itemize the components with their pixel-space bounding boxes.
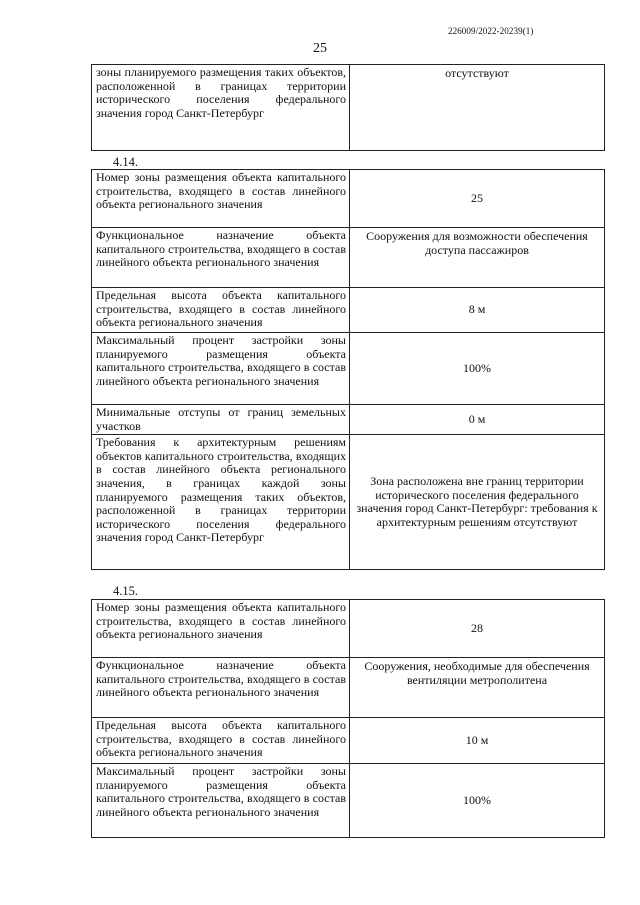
row-label: Функциональное назначение объекта капитального строительства, входящего в состав линейного объекта регионального значения: [92, 228, 350, 288]
table-row: [92, 764, 605, 838]
row-value: 25: [350, 170, 605, 228]
row-label: Номер зоны размещения объекта капитального строительства, входящего в состав линейного объекта регионального значения: [92, 170, 350, 228]
row-value: Сооружения для возможности обеспечения доступа пассажиров: [350, 228, 605, 288]
table-row: [92, 405, 605, 435]
page-number: 25: [313, 41, 327, 56]
row-value: 0 м: [350, 405, 605, 435]
row-label: Предельная высота объекта капитального строительства, входящего в состав линейного объекта регионального значения: [92, 718, 350, 764]
row-value: Сооружения, необходимые для обеспечения вентиляции метрополитена: [350, 658, 605, 718]
section-title-4-15: 4.15.: [113, 584, 138, 598]
row-value: 28: [350, 600, 605, 658]
row-label: Требования к архитектурным решениям объектов капитального строительства, входящих в состав линейного объекта регионального значения, в границах каждой зоны планируемого размещения таких объектов, расположенной в границах территории исторического поселения федерального значения город Санкт-Петербург: [92, 435, 350, 570]
table-row: [92, 333, 605, 405]
table-row: [92, 600, 605, 658]
section-title-4-14: 4.14.: [113, 155, 138, 169]
row-label: зоны планируемого размещения таких объектов, расположенной в границах территории исторического поселения федерального значения город Санкт-Петербург: [92, 65, 350, 151]
row-value: 10 м: [350, 718, 605, 764]
table-section-4-14: [91, 169, 605, 570]
row-label: Максимальный процент застройки зоны планируемого размещения объекта капитального строительства, входящего в состав линейного объекта регионального значения: [92, 764, 350, 838]
document-id: 226009/2022-20239(1): [448, 26, 534, 36]
row-value: 8 м: [350, 288, 605, 333]
row-value: отсутствуют: [350, 65, 605, 151]
table-row: [92, 658, 605, 718]
table-row: [92, 65, 605, 151]
row-label: Предельная высота объекта капитального строительства, входящего в состав линейного объекта регионального значения: [92, 288, 350, 333]
row-value: 100%: [350, 764, 605, 838]
table-row: [92, 170, 605, 228]
row-label: Максимальный процент застройки зоны планируемого размещения объекта капитального строительства, входящего в состав линейного объекта регионального значения: [92, 333, 350, 405]
table-row: [92, 228, 605, 288]
row-value: Зона расположена вне границ территории исторического поселения федерального значения город Санкт-Петербург: требования к архитектурным решениям отсутствуют: [350, 435, 605, 570]
table-row: [92, 288, 605, 333]
row-label: Номер зоны размещения объекта капитального строительства, входящего в состав линейного объекта регионального значения: [92, 600, 350, 658]
row-label: Функциональное назначение объекта капитального строительства, входящего в состав линейного объекта регионального значения: [92, 658, 350, 718]
table-row: [92, 718, 605, 764]
table-continuation: [91, 64, 605, 151]
table-row: [92, 435, 605, 570]
row-value: 100%: [350, 333, 605, 405]
row-label: Минимальные отступы от границ земельных участков: [92, 405, 350, 435]
table-section-4-15: [91, 599, 605, 838]
